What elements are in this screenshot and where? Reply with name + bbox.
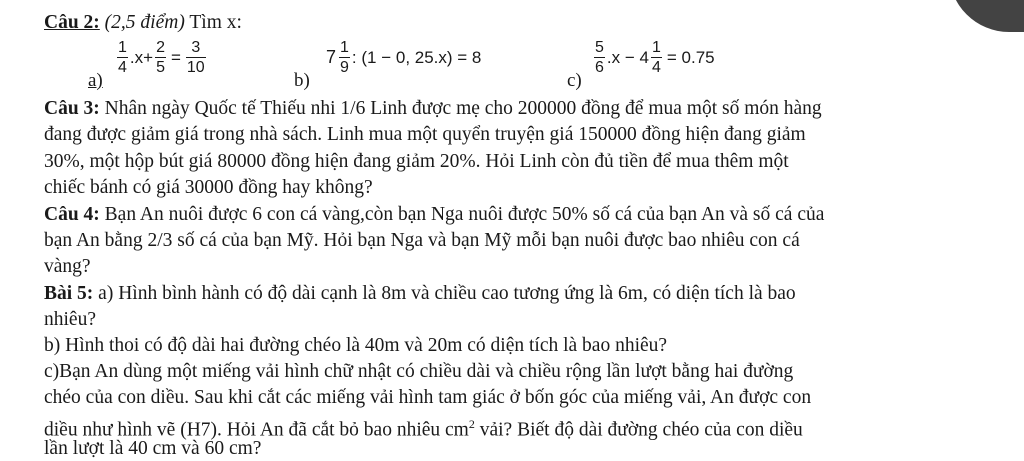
question-2-number: Câu 2: bbox=[44, 12, 100, 33]
fraction: $\frac{5}{6}$ bbox=[595, 39, 604, 76]
equation-c: $\frac{5}{6}$ .x − 4 $\frac{1}{4}$ = 0.75 bbox=[595, 39, 715, 76]
question-4-number: Câu 4: bbox=[44, 204, 100, 225]
fraction: $\frac{1}{9}$ bbox=[340, 39, 349, 76]
equation-b: 7 $\frac{1}{9}$ : (1 − 0, 25.x) = 8 bbox=[326, 39, 482, 76]
problem-5-line-1: Bài 5: a) Hình bình hành có độ dài cạnh là 8m và chiều cao tương ứng là 6m, có diện tích là bao bbox=[44, 283, 796, 304]
problem-5-number: Bài 5: bbox=[44, 283, 94, 304]
fraction: $\frac{1}{4}$ bbox=[651, 39, 661, 76]
screen-corner-shadow bbox=[949, 0, 1024, 32]
part-b-label: b) bbox=[294, 70, 310, 91]
question-4-line-2: bạn An bằng 2/3 số cá của bạn Mỹ. Hỏi bạn Nga và bạn Mỹ mỗi bạn nuôi được bao nhiêu con cá bbox=[44, 230, 800, 251]
question-3-line-1: Câu 3: Nhân ngày Quốc tế Thiếu nhi 1/6 Linh được mẹ cho 200000 đồng để mua một số món hàng bbox=[44, 98, 822, 119]
fraction: $\frac{3}{10}$ bbox=[186, 39, 205, 76]
problem-5-line-2: nhiêu? bbox=[44, 309, 96, 330]
part-c-label: c) bbox=[567, 70, 582, 91]
question-3-line-3: 30%, một hộp bút giá 80000 đồng hiện đang giảm 20%. Hỏi Linh còn đủ tiền để mua thêm một bbox=[44, 151, 789, 172]
fraction: $\frac{1}{4}$ bbox=[118, 39, 127, 76]
problem-5-line-4: c)Bạn An dùng một miếng vải hình chữ nhật có chiều dài và chiều rộng lần lượt bằng hai đường bbox=[44, 361, 794, 382]
problem-5-line-7: lần lượt là 40 cm và 60 cm? bbox=[44, 438, 262, 459]
question-4-line-1: Câu 4: Bạn An nuôi được 6 con cá vàng,còn bạn Nga nuôi được 50% số cá của bạn An và số cá của bbox=[44, 204, 825, 225]
question-2-heading bbox=[44, 11, 242, 35]
problem-5-line-3: b) Hình thoi có độ dài hai đường chéo là 40m và 20m có diện tích là bao nhiêu? bbox=[44, 335, 668, 356]
fraction: $\frac{2}{5}$ bbox=[156, 39, 165, 76]
question-4-line-3: vàng? bbox=[44, 256, 91, 277]
question-2-instruction: Tìm x: bbox=[189, 12, 242, 33]
part-a-label: a) bbox=[88, 70, 103, 91]
problem-5-line-5: chéo của con diều. Sau khi cắt các miếng vải hình tam giác ở bốn góc của miếng vải, An được con bbox=[44, 387, 812, 408]
question-3-line-4: chiếc bánh có giá 30000 đồng hay không? bbox=[44, 177, 373, 198]
problem-5-line-6: diều như hình vẽ (H7). Hỏi An đã cắt bỏ bao nhiêu $cm^2$ vải? Biết độ dài đường chéo của con diều bbox=[44, 417, 803, 441]
question-3-line-2: đang được giảm giá trong nhà sách. Linh mua một quyển truyện giá 150000 đồng hiện đang giảm bbox=[44, 124, 806, 145]
equation-a: $\frac{1}{4}$ .x+ $\frac{2}{5}$ = $\frac{3}{10}$ bbox=[118, 39, 205, 76]
question-2-points: (2,5 điểm) bbox=[104, 12, 185, 33]
question-3-number: Câu 3: bbox=[44, 98, 100, 119]
